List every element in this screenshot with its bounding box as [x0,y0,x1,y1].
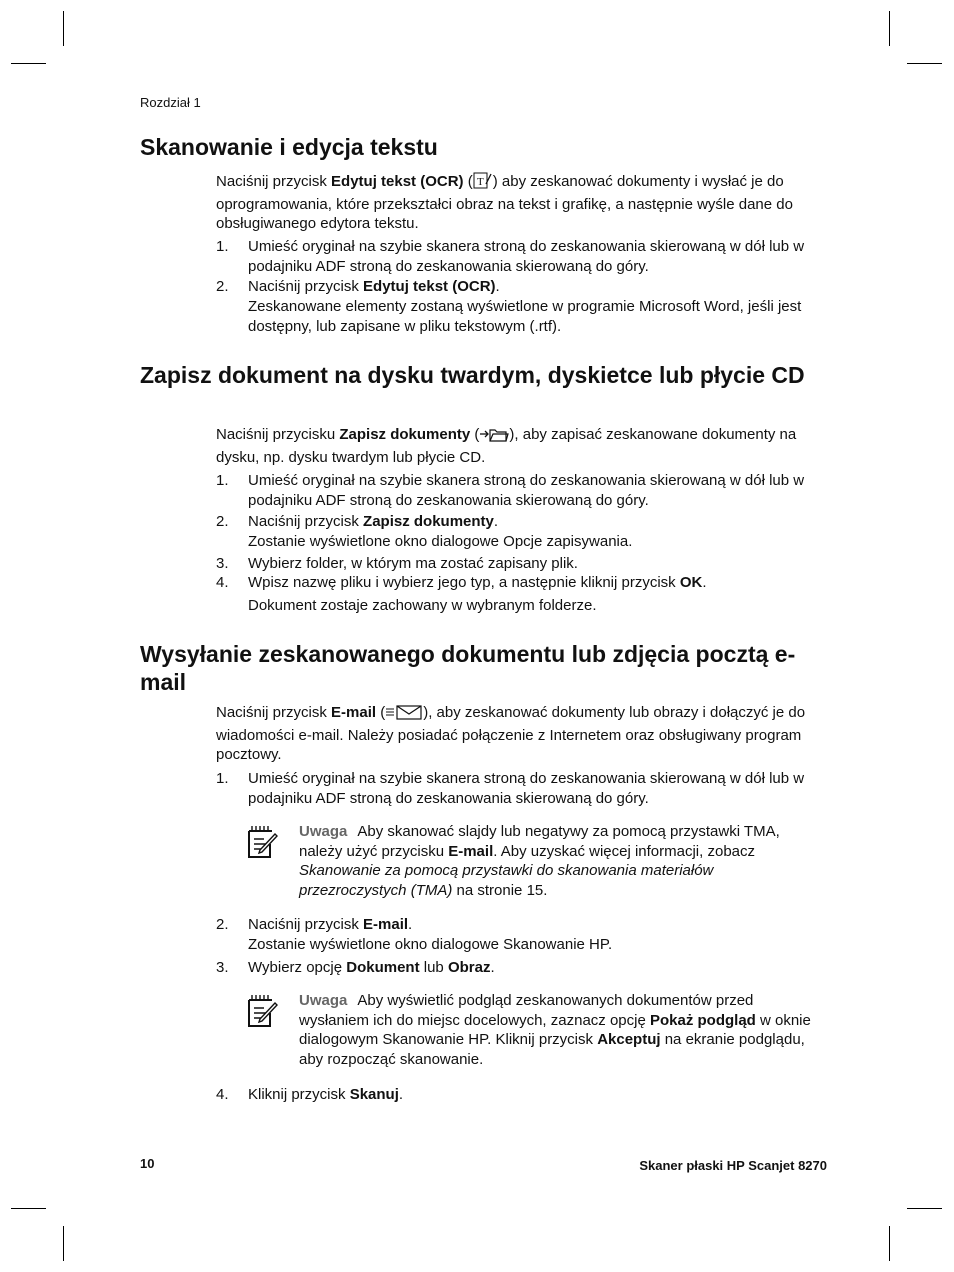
crop-mark [11,63,46,64]
chapter-header: Rozdział 1 [140,95,201,110]
note-pad-icon [246,824,278,858]
note-pad-icon [246,993,278,1027]
svg-text:T: T [476,176,484,188]
email-envelope-icon [385,704,423,726]
section-title: Wysyłanie zeskanowanego dokumentu lub zdjęcia pocztą e-mail [140,641,796,695]
crop-mark [907,63,942,64]
crop-mark [11,1208,46,1209]
product-name: Skaner płaski HP Scanjet 8270 [639,1158,827,1173]
page-number: 10 [140,1156,155,1171]
crop-mark [907,1208,942,1209]
intro-paragraph: Naciśnij przycisk Edytuj tekst (OCR) ( T ) aby zeskanować dokumenty i wysłać je do oprogramowania, które przekształci obraz na tekst i grafikę, a następnie wyśle dane do obsługiwanego edytora tekstu. [216,173,793,232]
intro-paragraph: Naciśnij przycisk E-mail ( ), aby zeskanować dokumenty lub obrazy i dołączyć je do wiadomości e-mail. Należy posiadać połączenie z Internetem oraz obsługiwany program pocztowy. [216,704,806,763]
crop-mark [889,11,890,46]
ocr-text-icon [473,172,493,195]
crop-mark [63,1226,64,1261]
crop-mark [889,1226,890,1261]
intro-paragraph: Naciśnij przycisku Zapisz dokumenty ( ), aby zapisać zeskanowane dokumenty na dysku, np. dysku twardym lub płycie CD. [216,426,797,466]
crop-mark [63,11,64,46]
save-folder-icon [479,426,509,448]
section-title: Zapisz dokument na dysku twardym, dyskietce lub płycie CD [140,362,805,388]
section-title: Skanowanie i edycja tekstu [140,134,438,160]
